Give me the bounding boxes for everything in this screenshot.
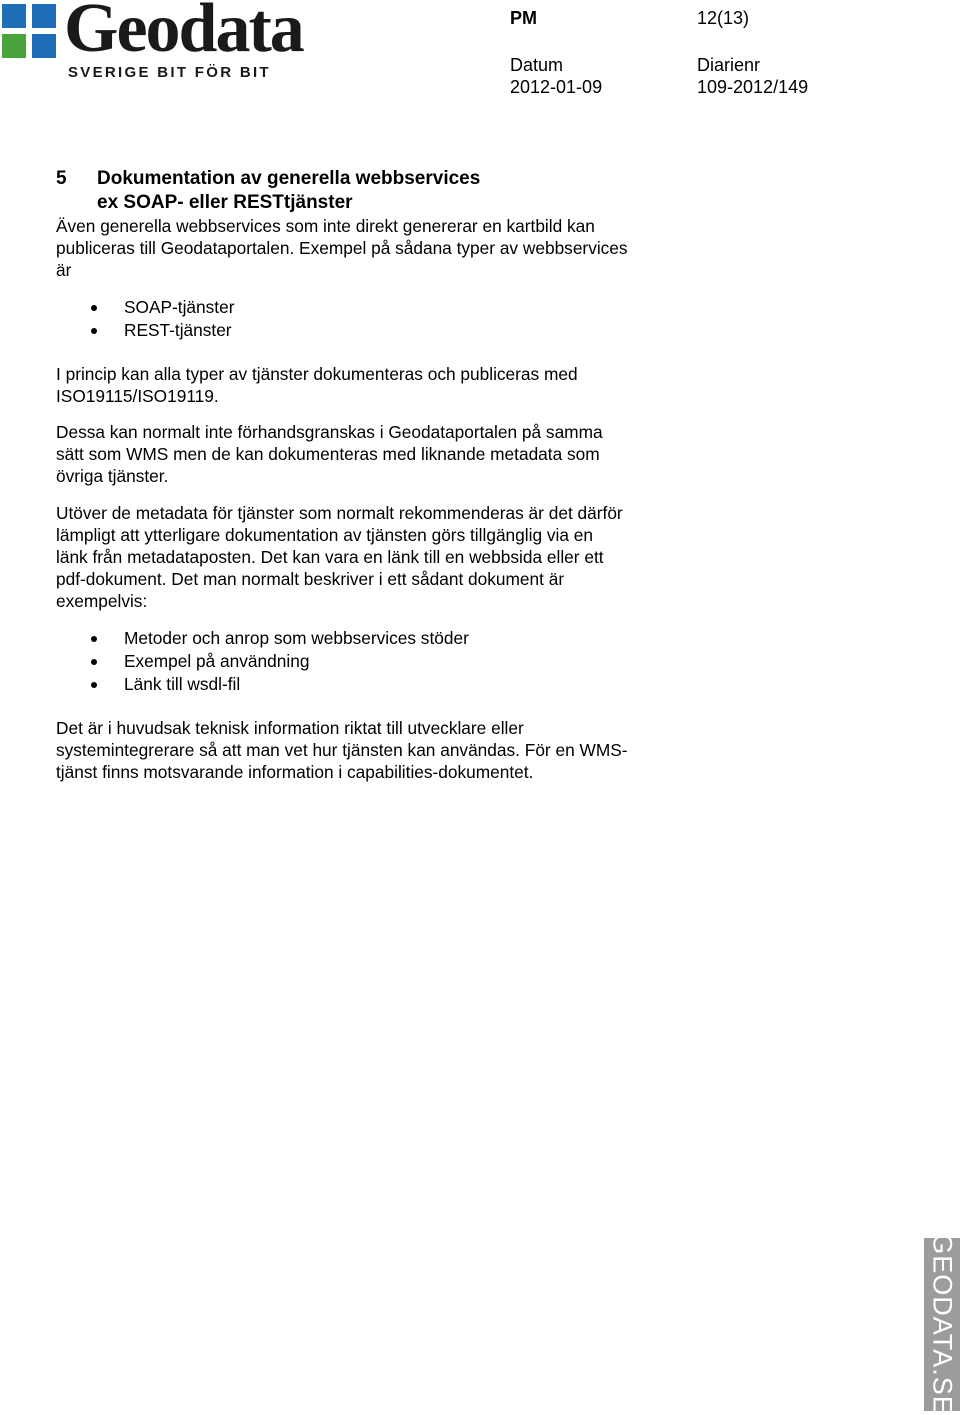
list-item-text: SOAP-tjänster <box>124 297 235 317</box>
side-logo-text: GEODATA.SE <box>927 1233 958 1415</box>
date-label: Datum <box>510 55 564 75</box>
list-item <box>56 627 696 650</box>
bullet-icon <box>91 682 97 688</box>
geodata-se-logo <box>924 1233 960 1415</box>
section-title <box>97 167 480 215</box>
bullet-icon <box>91 636 97 642</box>
section-title-line: Dokumentation av generella webbservices <box>97 168 481 189</box>
bullet-list <box>56 627 696 696</box>
list-item <box>56 650 696 673</box>
paragraph <box>56 363 696 407</box>
list-item-text: Metoder och anrop som webbservices stöder <box>124 628 469 648</box>
text-line: systemintegrerare så att man vet hur tjänsten kan användas. För en WMS- <box>56 740 628 760</box>
date-value: 2012-01-09 <box>510 77 603 97</box>
text-line: tjänst finns motsvarande information i capabilities-dokumentet. <box>56 762 534 782</box>
paragraph <box>56 215 696 281</box>
diarienr-label: Diarienr <box>697 55 761 75</box>
text-line: Dessa kan normalt inte förhandsgranskas i Geodataportalen på samma <box>56 422 603 442</box>
logo-tagline: SVERIGE BIT FÖR BIT <box>68 64 271 81</box>
list-item-text: Länk till wsdl-fil <box>124 674 241 694</box>
list-item <box>56 296 696 319</box>
paragraph <box>56 717 696 783</box>
logo-wordmark: Geodata <box>64 0 303 67</box>
list-item-text: Exempel på användning <box>124 651 310 671</box>
text-line: pdf-dokument. Det man normalt beskriver i ett sådant dokument är <box>56 569 565 589</box>
text-line: lämpligt att ytterligare dokumentation av tjänsten görs tillgänglig via en <box>56 525 593 545</box>
bullet-icon <box>91 659 97 665</box>
document-body <box>56 167 696 783</box>
text-line: är <box>56 260 72 280</box>
section-heading <box>56 167 696 215</box>
text-line: Det är i huvudsak teknisk information riktat till utvecklare eller <box>56 718 524 738</box>
text-line: ISO19115/ISO19119. <box>56 386 219 406</box>
list-item <box>56 673 696 696</box>
document-type: PM <box>510 8 537 28</box>
bullet-icon <box>91 328 97 334</box>
text-line: Även generella webbservices som inte direkt genererar en kartbild kan <box>56 216 595 236</box>
text-line: övriga tjänster. <box>56 466 169 486</box>
text-line: exempelvis: <box>56 591 148 611</box>
paragraph <box>56 502 696 612</box>
text-line: Utöver de metadata för tjänster som normalt rekommenderas är det därför <box>56 503 623 523</box>
bullet-icon <box>91 305 97 311</box>
bullet-list <box>56 296 696 342</box>
geodata-logo <box>0 0 320 90</box>
page-number: 12(13) <box>697 8 750 28</box>
section-number: 5 <box>56 168 67 189</box>
paragraph <box>56 421 696 487</box>
text-line: publiceras till Geodataportalen. Exempel på sådana typer av webbservices <box>56 238 628 258</box>
text-line: I princip kan alla typer av tjänster dokumenteras och publiceras med <box>56 364 578 384</box>
section-title-line: ex SOAP- eller RESTtjänster <box>97 192 353 213</box>
geodata-cross-icon <box>2 4 56 58</box>
diarienr-value: 109-2012/149 <box>697 77 809 97</box>
list-item <box>56 319 696 342</box>
text-line: sätt som WMS men de kan dokumenteras med liknande metadata som <box>56 444 600 464</box>
list-item-text: REST-tjänster <box>124 320 232 340</box>
text-line: länk från metadataposten. Det kan vara en länk till en webbsida eller ett <box>56 547 604 567</box>
